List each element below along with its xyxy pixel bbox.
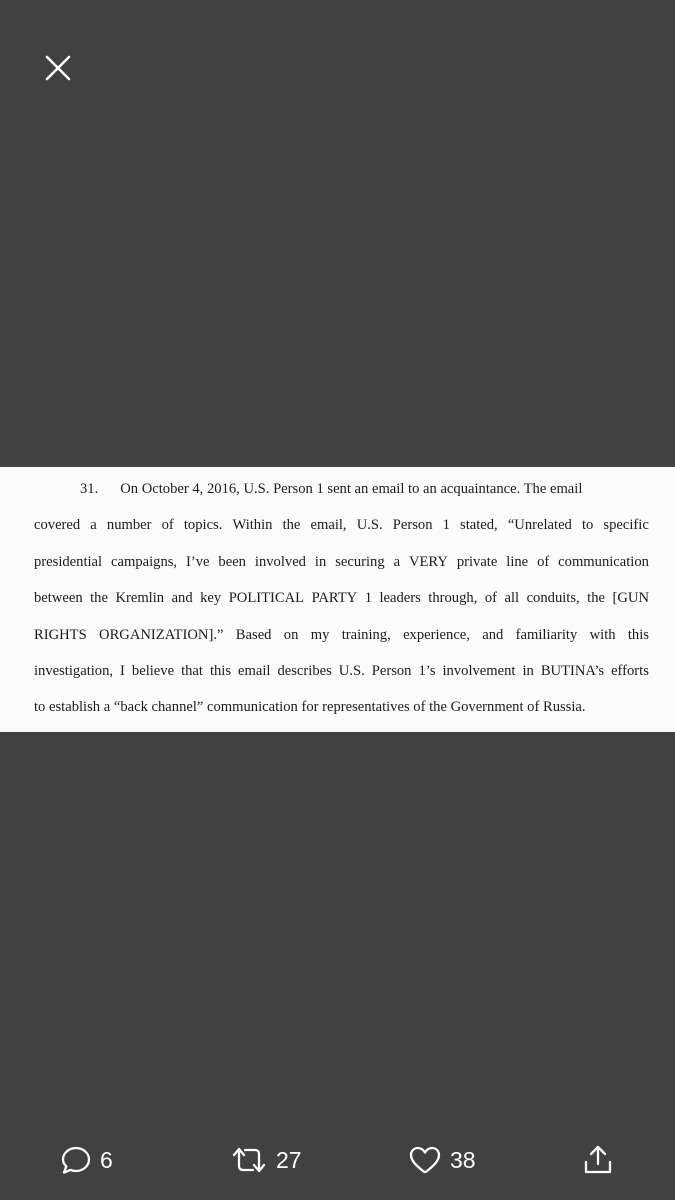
document-word: line	[506, 553, 529, 570]
document-word: PARTY	[311, 590, 358, 607]
document-word: believe	[131, 662, 175, 679]
reply-button[interactable]	[60, 1138, 113, 1182]
document-word: number	[106, 517, 152, 534]
document-word: specific	[603, 517, 649, 534]
document-word: all	[504, 590, 520, 607]
document-line-text: On October 4, 2016, U.S. Person 1 sent an email to an acquaintance. The email	[120, 481, 583, 497]
document-word: on	[283, 626, 299, 643]
document-line	[34, 661, 649, 697]
document-word: [GUN	[612, 590, 649, 607]
like-count: 38	[450, 1146, 476, 1173]
document-word: BUTINA’s	[540, 662, 605, 679]
document-word: experience,	[403, 626, 470, 643]
document-word: email,	[310, 517, 347, 534]
document-word: Person	[371, 662, 412, 679]
document-word: the	[282, 517, 301, 534]
document-image	[0, 467, 675, 732]
document-word: “Unrelated	[507, 517, 572, 534]
like-button[interactable]	[408, 1138, 476, 1182]
document-word: in	[314, 553, 327, 570]
document-line	[34, 515, 649, 551]
document-word: conduits,	[526, 590, 580, 607]
document-word: this	[209, 662, 232, 679]
document-line	[34, 625, 649, 661]
document-word: leaders	[379, 590, 421, 607]
document-word: been	[218, 553, 246, 570]
document-line-text: to establish a “back channel” communication for representatives of the Government of Russia.	[34, 699, 586, 716]
document-word: VERY	[408, 553, 448, 570]
document-word: I’ve	[186, 553, 210, 570]
document-word: training,	[341, 626, 391, 643]
document-word: investigation,	[34, 662, 114, 679]
document-word: of	[161, 517, 174, 534]
document-word: of	[537, 553, 550, 570]
document-word: campaigns,	[111, 553, 178, 570]
document-word: describes	[277, 662, 332, 679]
document-word: with	[589, 626, 616, 643]
document-word: 1	[364, 590, 372, 607]
paragraph-number: 31.	[80, 481, 99, 497]
document-word: email	[238, 662, 271, 679]
document-word: private	[456, 553, 498, 570]
document-word: of	[484, 590, 498, 607]
document-word: RIGHTS	[34, 626, 87, 643]
heart-icon	[408, 1144, 442, 1176]
document-word: involvement	[442, 662, 516, 679]
document-word: I	[120, 662, 125, 679]
document-word: efforts	[611, 662, 649, 679]
document-word: Based	[235, 626, 272, 643]
document-word: ORGANIZATION].”	[99, 626, 224, 643]
reply-count: 6	[100, 1146, 113, 1173]
document-line	[34, 697, 649, 733]
close-icon	[45, 55, 71, 81]
retweet-count: 27	[276, 1146, 302, 1173]
document-word: between	[34, 590, 83, 607]
document-word: involved	[254, 553, 306, 570]
close-button[interactable]	[38, 48, 78, 88]
document-word: Kremlin	[115, 590, 165, 607]
document-word: U.S.	[356, 517, 383, 534]
reply-icon	[60, 1144, 92, 1176]
document-word: securing	[335, 553, 385, 570]
document-word: U.S.	[338, 662, 365, 679]
share-icon	[582, 1144, 614, 1176]
share-button[interactable]	[582, 1138, 614, 1182]
retweet-icon	[230, 1144, 268, 1176]
tweet-action-bar	[0, 1138, 675, 1182]
document-word: through,	[428, 590, 478, 607]
document-word: the	[587, 590, 606, 607]
document-word: and	[171, 590, 193, 607]
document-word: covered	[34, 517, 81, 534]
document-word: in	[522, 662, 534, 679]
document-word: the	[90, 590, 108, 607]
document-word: Within	[232, 517, 273, 534]
document-word: topics.	[183, 517, 223, 534]
document-word: that	[181, 662, 203, 679]
document-word: POLITICAL	[228, 590, 305, 607]
document-line	[34, 479, 649, 515]
retweet-button[interactable]	[230, 1138, 302, 1182]
document-word: to	[581, 517, 594, 534]
document-word: 1’s	[418, 662, 436, 679]
document-word: a	[393, 553, 401, 570]
document-word: my	[310, 626, 330, 643]
document-word: and	[482, 626, 504, 643]
document-line	[34, 552, 649, 588]
document-word: Person	[392, 517, 433, 534]
document-word: a	[90, 517, 97, 534]
document-word: this	[627, 626, 649, 643]
document-word: familiarity	[515, 626, 578, 643]
document-word: key	[200, 590, 222, 607]
document-word: stated,	[460, 517, 498, 534]
document-word: 1	[442, 517, 450, 534]
document-word: communication	[558, 553, 649, 570]
document-line	[34, 588, 649, 624]
document-word: presidential	[34, 553, 103, 570]
